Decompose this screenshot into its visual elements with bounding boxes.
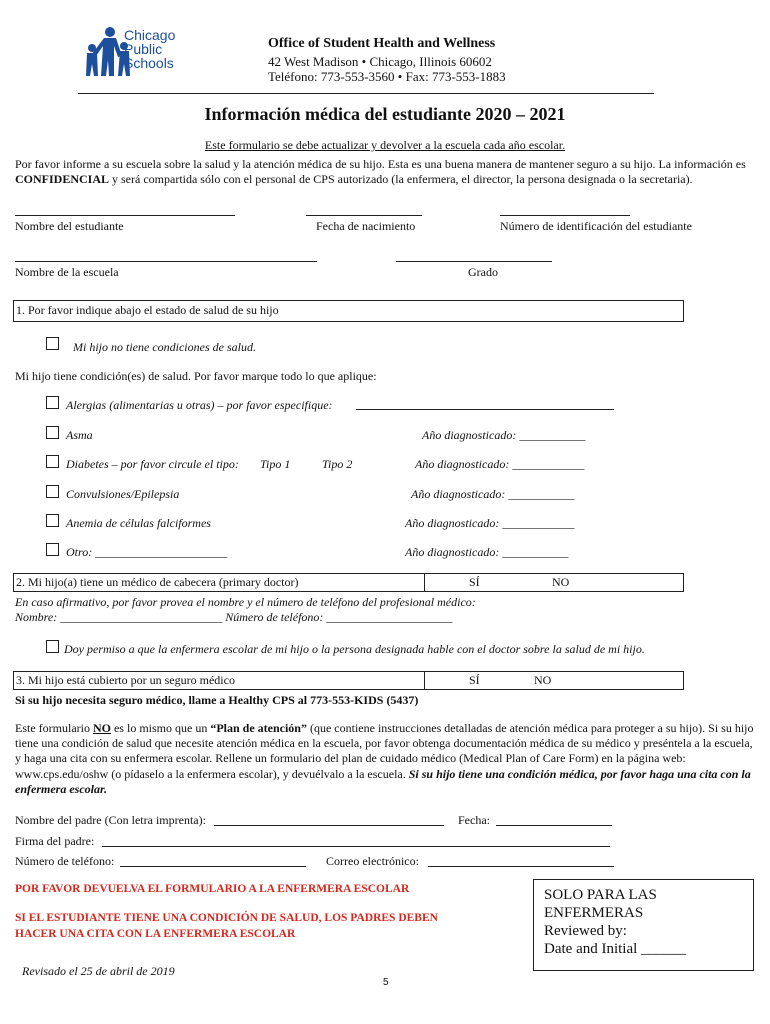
checkbox-asthma[interactable]: [46, 426, 59, 443]
section3-yes[interactable]: SÍ: [469, 673, 480, 687]
has-conditions-label: Mi hijo tiene condición(es) de salud. Por favor marque todo lo que aplique:: [15, 369, 377, 383]
signature-line[interactable]: [102, 846, 610, 847]
email-line[interactable]: [428, 866, 614, 867]
page-title: Información médica del estudiante 2020 – 2021: [204, 104, 566, 124]
nurse-box-line: Reviewed by:: [544, 923, 627, 939]
diabetes-year[interactable]: Año diagnosticado: ____________: [415, 457, 585, 471]
asthma-year[interactable]: Año diagnosticado: ___________: [422, 428, 586, 442]
logo-text-line: Chicago: [124, 27, 176, 43]
checkbox-permission[interactable]: [46, 640, 59, 657]
checkbox-allergies[interactable]: [46, 396, 59, 413]
date-line[interactable]: [496, 825, 612, 826]
office-address: 42 West Madison • Chicago, Illinois 60602: [268, 54, 492, 69]
school-label: Nombre de la escuela: [15, 265, 119, 279]
school-line[interactable]: [15, 261, 317, 262]
page-subtitle: Este formulario se debe actualizar y devolver a la escuela cada año escolar.: [204, 138, 566, 152]
signature-label: Firma del padre:: [15, 834, 95, 848]
section3-header: [13, 671, 684, 690]
allergies-label: Alergias (alimentarias u otras) – por favor especifique:: [66, 398, 333, 412]
nurse-box-line: SOLO PARA LAS: [544, 887, 657, 903]
section2-no[interactable]: NO: [552, 575, 570, 589]
revised-date: Revisado el 25 de abril de 2019: [22, 964, 175, 978]
checkbox-seizures[interactable]: [46, 485, 59, 502]
section3-title: 3. Mi hijo está cubierto por un seguro médico: [16, 673, 235, 687]
logo-text-line: Schools: [124, 55, 174, 71]
cps-logo: [78, 26, 198, 78]
sickle-cell-label: Anemia de células falciformes: [66, 516, 211, 530]
section2-header: [13, 573, 684, 592]
allergies-line[interactable]: [356, 409, 614, 410]
parent-name-line[interactable]: [214, 825, 444, 826]
seizures-year[interactable]: Año diagnosticado: ___________: [411, 487, 575, 501]
checkbox-diabetes[interactable]: [46, 455, 59, 472]
sickle-cell-year[interactable]: Año diagnosticado: ____________: [405, 516, 575, 530]
diabetes-tipo2[interactable]: Tipo 2: [322, 457, 353, 471]
student-name-line[interactable]: [15, 215, 235, 216]
date-label: Fecha:: [458, 813, 490, 827]
grade-label: Grado: [468, 265, 498, 279]
permission-label: Doy permiso a que la enfermera escolar de mi hijo o la persona designada hable con el doctor sobre la salud de mi hijo.: [64, 642, 645, 656]
diabetes-label: Diabetes – por favor circule el tipo:: [66, 457, 239, 471]
section2-title: 2. Mi hijo(a) tiene un médico de cabecera (primary doctor): [16, 575, 299, 589]
parent-name-label: Nombre del padre (Con letra imprenta):: [15, 813, 206, 827]
no-conditions-label: Mi hijo no tiene condiciones de salud.: [73, 340, 256, 354]
diabetes-tipo1[interactable]: Tipo 1: [260, 457, 291, 471]
appointment-notice-line1: SI EL ESTUDIANTE TIENE UNA CONDICIÓN DE SALUD, LOS PADRES DEBEN: [15, 912, 438, 924]
phone-label: Número de teléfono:: [15, 854, 115, 868]
doctor-note: En caso afirmativo, por favor provea el nombre y el número de teléfono del profesional médico:: [15, 595, 476, 609]
section2-yes[interactable]: SÍ: [469, 575, 480, 589]
nurse-only-box: [533, 879, 754, 971]
student-name-label: Nombre del estudiante: [15, 219, 124, 233]
office-phone: Teléfono: 773-553-3560 • Fax: 773-553-1883: [268, 69, 506, 84]
checkbox-no-conditions[interactable]: [46, 337, 59, 354]
return-notice: POR FAVOR DEVUELVA EL FORMULARIO A LA ENFERMERA ESCOLAR: [15, 883, 410, 895]
section3-no[interactable]: NO: [534, 673, 552, 687]
section1-title: 1. Por favor indique abajo el estado de salud de su hijo: [16, 303, 279, 317]
seizures-label: Convulsiones/Epilepsia: [66, 487, 180, 501]
other-label[interactable]: Otro: ______________________: [66, 545, 228, 559]
checkbox-other[interactable]: [46, 543, 59, 560]
doctor-name-phone[interactable]: Nombre: ___________________________ Número de teléfono: _____________________: [15, 610, 453, 624]
email-label: Correo electrónico:: [326, 854, 419, 868]
asthma-label: Asma: [66, 428, 93, 442]
healthy-cps-note: Si su hijo necesita seguro médico, llame a Healthy CPS al 773-553-KIDS (5437): [15, 693, 419, 707]
nurse-box-line: Date and Initial ______: [544, 941, 687, 957]
office-name: Office of Student Health and Wellness: [268, 36, 496, 51]
phone-line[interactable]: [120, 866, 306, 867]
care-plan-paragraph: Este formulario NO es lo mismo que un “Plan de atención” (que contiene instrucciones detalladas de atención médica para proteger a su hijo). Si su hijo tiene una condición de salud que necesite atención médica en la escuela, por favor obtenga documentación médica de su médico y preséntela a la escuela, y haga una cita con su enfermera escolar. Rellene un formulario del plan de cuidado médico (Medical Plan of Care Form) en la página web: www.cps.edu/oshw (o pídaselo a la enfermera escolar), y devuélvalo a la escuela. Si su hijo tiene una condición médica, por favor haga una cita con la enfermera escolar.: [15, 721, 754, 796]
student-id-line[interactable]: [500, 215, 630, 216]
section1-header: [13, 300, 684, 322]
logo-text-line: Public: [124, 41, 163, 57]
header-divider: [78, 93, 654, 94]
student-id-label: Número de identificación del estudiante: [500, 219, 692, 233]
other-year[interactable]: Año diagnosticado: ___________: [405, 545, 569, 559]
grade-line[interactable]: [396, 261, 552, 262]
dob-label: Fecha de nacimiento: [316, 219, 416, 233]
dob-line[interactable]: [306, 215, 422, 216]
checkbox-sickle-cell[interactable]: [46, 514, 59, 531]
page-number: 5: [383, 977, 389, 988]
intro-paragraph: Por favor informe a su escuela sobre la salud y la atención médica de su hijo. Esta es una buena manera de mantener seguro a su hijo. La información es CONFIDENCIAL y será compartida sólo con el personal de CPS autorizado (la enfermera, el director, la persona designada o la secretaria).: [15, 157, 746, 186]
nurse-box-line: ENFERMERAS: [544, 905, 644, 921]
appointment-notice-line2: HACER UNA CITA CON LA ENFERMERA ESCOLAR: [15, 928, 296, 940]
